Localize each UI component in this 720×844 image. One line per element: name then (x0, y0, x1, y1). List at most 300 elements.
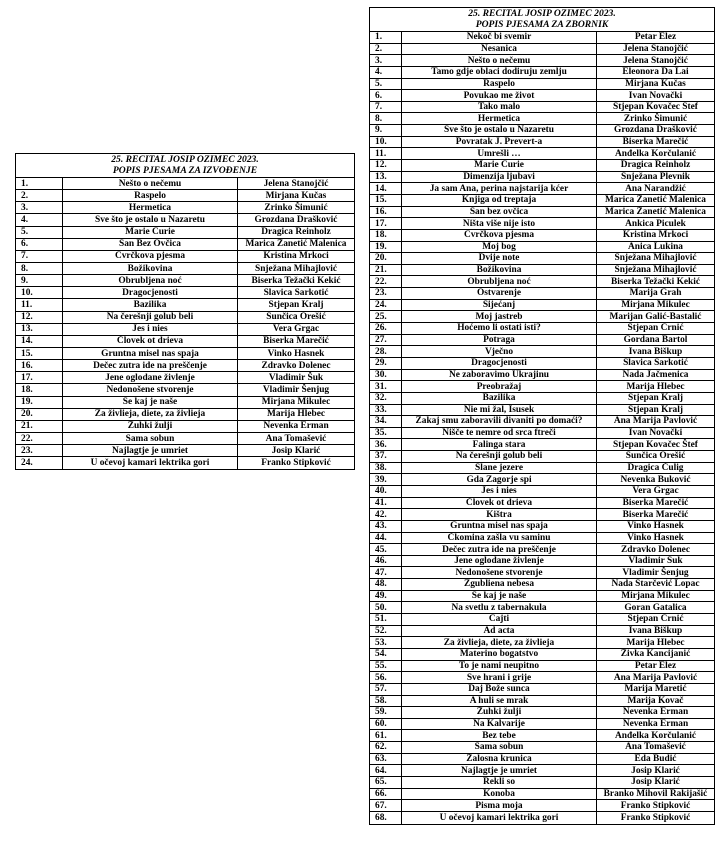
author-name: Ana Tomašević (265, 433, 327, 444)
song-title: Bez tebe (402, 730, 597, 741)
author-name: Vera Grgac (632, 486, 679, 497)
song-title: Ostvarenje (402, 288, 597, 299)
song-title: Vječno (402, 346, 597, 357)
song-title: Nedonošene stvorenje (402, 567, 597, 578)
author-name: Ana Narandžić (625, 183, 686, 194)
author-name: Nada Jačmenica (622, 369, 689, 380)
table-row (16, 202, 354, 214)
song-title: Zakaj smu zaboravili divaniti po domaći? (402, 416, 597, 427)
table-row (370, 160, 714, 172)
row-number: 10. (370, 137, 402, 148)
author-name: Dragica Reinholz (620, 160, 691, 171)
table-row (370, 195, 714, 207)
song-title: Umrešli … (402, 148, 597, 159)
song-title: Marie Curie (402, 160, 597, 171)
row-number: 10. (16, 287, 63, 298)
song-title: Cvrčkova pjesma (63, 251, 238, 262)
table-row (16, 324, 354, 336)
table-row (370, 335, 714, 347)
author-name: Mirjana Mikulec (621, 300, 690, 311)
song-title: Potraga (402, 335, 597, 346)
row-number: 9. (370, 125, 402, 136)
row-number: 45. (370, 544, 402, 555)
row-number: 49. (370, 591, 402, 602)
row-number: 56. (370, 672, 402, 683)
song-title: Moj bog (402, 242, 597, 253)
table-row (370, 544, 714, 556)
row-number: 2. (16, 190, 63, 201)
table-row (370, 486, 714, 498)
song-title: Hoćemo li ostati isti? (402, 323, 597, 334)
row-number: 17. (16, 372, 63, 383)
author-name: Ankica Piculek (625, 218, 686, 229)
author-name: Franko Stipković (620, 800, 691, 811)
song-title: Žuhki žulji (402, 707, 597, 718)
table-row (16, 287, 354, 299)
row-number: 32. (370, 393, 402, 404)
song-title: Sve što je ostalo u Nazaretu (63, 214, 238, 225)
row-number: 3. (16, 202, 63, 213)
author-name: Vladimir Šuk (628, 556, 683, 567)
song-title: Konoba (402, 789, 597, 800)
table-row (16, 299, 354, 311)
row-number: 11. (16, 299, 63, 310)
table-row (16, 384, 354, 396)
song-title: Za živlieja, diete, za živlieja (63, 409, 238, 420)
author-name: Nevenka Buković (620, 474, 691, 485)
song-title: Povratak J. Prevert-a (402, 137, 597, 148)
song-title: Čkomina zašla vu saminu (402, 533, 597, 544)
row-number: 34. (370, 416, 402, 427)
table-title-line1: 25. RECITAL JOSIP OZIMEC 2023. (111, 154, 259, 165)
table-row (370, 672, 714, 684)
author-name: Snježana Mihajlović (614, 253, 697, 264)
row-number: 25. (370, 311, 402, 322)
author-name: Anica Lukina (628, 241, 683, 252)
author-name: Nevenka Erman (622, 719, 689, 730)
table-row (370, 474, 714, 486)
table-row (370, 777, 714, 789)
song-title: Tamo gdje oblaci dodiruju zemlju (402, 67, 597, 78)
song-title: Jene oglodane živlenje (63, 372, 238, 383)
song-title: Marie Curie (63, 227, 238, 238)
row-number: 15. (370, 195, 402, 206)
song-title: Jes i nies (63, 324, 238, 335)
author-name: Stjepan Kovačec Štef (613, 439, 698, 450)
song-title: Človek ot drieva (402, 498, 597, 509)
table-row (370, 498, 714, 510)
author-name: Marica Žanetić Malenica (604, 206, 706, 217)
row-number: 20. (370, 253, 402, 264)
author-name: Biserka Marečić (263, 336, 329, 347)
author-name: Anđelka Korčulanić (615, 730, 696, 741)
author-name: Zdravko Dolenec (261, 360, 331, 371)
table-row (370, 32, 714, 44)
table-row (370, 102, 714, 114)
song-title: Sve što je ostalo u Nazaretu (402, 125, 597, 136)
row-number: 66. (370, 789, 402, 800)
author-name: Ivana Biškup (628, 625, 683, 636)
author-name: Marijan Galić-Bastalić (609, 311, 702, 322)
table-row (370, 765, 714, 777)
table-row (16, 190, 354, 202)
author-name: Eda Budić (634, 754, 677, 765)
row-number: 38. (370, 463, 402, 474)
author-name: Josip Klarić (271, 445, 321, 456)
table-title-line2: POPIS PJESAMA ZA IZVOĐENJE (112, 164, 258, 176)
song-title: Sama sobun (402, 742, 597, 753)
row-number: 7. (370, 102, 402, 113)
row-number: 59. (370, 707, 402, 718)
row-number: 8. (16, 263, 63, 274)
song-title: Obrubljena noć (63, 275, 238, 286)
table-row (370, 218, 714, 230)
table-row (16, 214, 354, 226)
author-name: Slavica Sarkotić (623, 358, 688, 369)
author-name: Biserka Težački Kekić (610, 276, 701, 287)
row-number: 19. (370, 242, 402, 253)
song-title: Na čerešnji golub beli (402, 451, 597, 462)
table-row (370, 637, 714, 649)
table-title-line2: POPIS PJESAMA ZA ZBORNIK (475, 18, 609, 30)
table-row (370, 311, 714, 323)
author-name: Branko Mihovil Rakijašić (603, 788, 708, 799)
table-row (370, 509, 714, 521)
row-number: 8. (370, 113, 402, 124)
song-title: Dragocjenosti (402, 358, 597, 369)
table-row (16, 336, 354, 348)
song-title: Hermetica (63, 202, 238, 213)
author-name: Marija Kovač (627, 695, 684, 706)
author-name: Ivan Novački (628, 428, 683, 439)
row-number: 13. (16, 324, 63, 335)
author-name: Snježana Plevnik (620, 172, 691, 182)
table-row (16, 239, 354, 251)
table-row (370, 614, 714, 626)
song-title: Dragocjenosti (63, 287, 238, 298)
table-row (16, 457, 354, 469)
table-body (370, 32, 714, 824)
author-name: Marija Hlebec (626, 381, 685, 392)
song-title: Cajti (402, 614, 597, 625)
song-title: Rekli so (402, 777, 597, 788)
row-number: 68. (370, 812, 402, 824)
row-number: 9. (16, 275, 63, 286)
song-title: Zgubliena nebesa (402, 579, 597, 590)
row-number: 13. (370, 172, 402, 183)
song-title: Gda Zagorje spi (402, 474, 597, 485)
author-name: Mirjana Kučas (265, 190, 327, 201)
author-name: Biserka Marečić (622, 509, 689, 520)
author-name: Zrinko Šimunić (623, 113, 688, 124)
song-title: Na čerešnji golub beli (63, 312, 238, 323)
table-row (370, 661, 714, 673)
author-name: Kristina Mrkoci (263, 251, 329, 262)
song-title: Materino bogatstvo (402, 649, 597, 660)
row-number: 11. (370, 148, 402, 159)
table-row (370, 533, 714, 545)
author-name: Petar Elez (634, 660, 677, 671)
song-title: Povukao me život (402, 90, 597, 101)
table-row (370, 789, 714, 801)
song-title: Pisma moja (402, 800, 597, 811)
table-row (370, 300, 714, 312)
row-number: 22. (16, 433, 63, 444)
song-title: Ad acta (402, 626, 597, 637)
song-title: Bazilika (402, 393, 597, 404)
row-number: 19. (16, 397, 63, 408)
song-title: Nedonošene stvorenje (63, 384, 238, 395)
table-row (370, 707, 714, 719)
author-name: Mirjana Kučas (625, 78, 686, 89)
row-number: 40. (370, 486, 402, 497)
song-title: Hermetica (402, 113, 597, 124)
song-title: Najlagtje je umriet (63, 445, 238, 456)
table-row (370, 55, 714, 67)
song-title: Najlagtje je umriet (402, 765, 597, 776)
table-row (16, 433, 354, 445)
row-number: 64. (370, 765, 402, 776)
song-title: Dimenzija ljubavi (402, 172, 597, 183)
table-row (370, 521, 714, 533)
song-title: Se kaj je naše (63, 397, 238, 408)
song-title: Raspelo (63, 190, 238, 201)
table-row (16, 263, 354, 275)
row-number: 41. (370, 498, 402, 509)
song-title: U očevoj kamari lektrika gori (63, 457, 238, 469)
row-number: 60. (370, 719, 402, 730)
row-number: 6. (16, 239, 63, 250)
song-title: Niščе te nemre od srca ftrеči (402, 428, 597, 439)
song-title: To je nami neupitno (402, 661, 597, 672)
author-name: Stjepan Kralj (268, 299, 324, 310)
table-row (370, 405, 714, 417)
song-title: Nešto o nečemu (63, 178, 238, 189)
song-title: Cvrčkova pjesma (402, 230, 597, 241)
author-name: Biserka Težački Kekić (251, 275, 341, 286)
row-number: 54. (370, 649, 402, 660)
song-title: Se kaj je naše (402, 591, 597, 602)
table-row (370, 649, 714, 661)
row-number: 30. (370, 370, 402, 381)
author-name: Vera Grgac (272, 324, 320, 335)
row-number: 28. (370, 346, 402, 357)
author-name: Jelena Stanojčić (623, 55, 688, 66)
row-number: 1. (370, 32, 402, 43)
row-number: 61. (370, 730, 402, 741)
table-row (16, 251, 354, 263)
row-number: 27. (370, 335, 402, 346)
author-name: Ivan Novački (628, 90, 683, 101)
author-name: Ana Marija Pavlović (613, 416, 698, 427)
table-row (370, 684, 714, 696)
song-title: U očevoj kamari lektrika gori (402, 812, 597, 824)
song-title: Jes i nies (402, 486, 597, 497)
table-row (16, 312, 354, 324)
table-row (370, 207, 714, 219)
author-name: Marica Žanetić Malenica (245, 239, 347, 250)
song-title: Sve hrani i grije (402, 672, 597, 683)
row-number: 29. (370, 358, 402, 369)
author-name: Biserka Marečić (622, 497, 689, 508)
table-row (370, 393, 714, 405)
song-title: Ja sam Ana, perina najstarija kćer (402, 183, 597, 194)
row-number: 14. (370, 183, 402, 194)
row-number: 50. (370, 602, 402, 613)
song-title: Ništa više nije isto (402, 218, 597, 229)
song-title: Raspelo (402, 79, 597, 90)
table-row (370, 742, 714, 754)
song-title: Človek ot drieva (63, 336, 238, 347)
table-row (370, 579, 714, 591)
row-number: 14. (16, 336, 63, 347)
table-row (370, 44, 714, 56)
song-title: Gruntna misel nas spaja (402, 521, 597, 532)
table-row (370, 90, 714, 102)
row-number: 20. (16, 409, 63, 420)
author-name: Grozdana Drašković (614, 125, 697, 136)
row-number: 52. (370, 626, 402, 637)
author-name: Stjepan Kralj (628, 393, 683, 404)
author-name: Vladimir Šuk (268, 372, 324, 383)
row-number: 63. (370, 754, 402, 765)
table-row (16, 409, 354, 421)
author-name: Dragica Reinholz (261, 227, 331, 238)
row-number: 37. (370, 451, 402, 462)
table-row (370, 79, 714, 91)
table-row (16, 421, 354, 433)
row-number: 67. (370, 800, 402, 811)
row-number: 58. (370, 696, 402, 707)
row-number: 33. (370, 405, 402, 416)
row-number: 2. (370, 44, 402, 55)
table-row (370, 230, 714, 242)
table-row (370, 137, 714, 149)
author-name: Vladimir Šenjug (622, 567, 689, 578)
row-number: 44. (370, 533, 402, 544)
table-row (370, 416, 714, 428)
author-name: Stjepan Kralj (628, 404, 683, 415)
author-name: Josip Klarić (631, 777, 680, 788)
row-number: 4. (370, 67, 402, 78)
row-number: 55. (370, 661, 402, 672)
author-name: Slavica Sarkotić (263, 287, 329, 298)
author-name: Franko Stipković (261, 458, 331, 469)
author-name: Grozdana Drašković (254, 214, 338, 225)
table-row (370, 463, 714, 475)
author-name: Marica Žanetić Malenica (604, 195, 706, 206)
table-body (16, 178, 354, 469)
table-row (370, 148, 714, 160)
author-name: Vinko Hasnek (267, 348, 325, 359)
author-name: Marija Maretić (624, 684, 687, 695)
author-name: Marija Hlebec (266, 409, 326, 420)
author-name: Nevenka Erman (622, 707, 689, 718)
table-row (370, 172, 714, 184)
author-name: Kristina Mrkoci (622, 230, 689, 241)
table-row (16, 178, 354, 190)
row-number: 18. (370, 230, 402, 241)
table-row (370, 591, 714, 603)
song-title: Slane jezere (402, 463, 597, 474)
table-row (370, 439, 714, 451)
row-number: 5. (16, 227, 63, 238)
song-title: Obrubljena noć (402, 276, 597, 287)
author-name: Ana Tomašević (625, 742, 686, 753)
table-row (16, 227, 354, 239)
table-row (370, 800, 714, 812)
author-name: Franko Stipković (620, 812, 691, 823)
song-title: Moj jastreb (402, 311, 597, 322)
row-number: 3. (370, 55, 402, 66)
author-name: Goran Gatalica (624, 602, 687, 613)
table-row (16, 348, 354, 360)
author-name: Stjepan Kovačec Štef (613, 102, 698, 113)
table-row (370, 265, 714, 277)
author-name: Stjepan Crnić (627, 323, 684, 334)
song-title: Nie mi žal, Isusek (402, 405, 597, 416)
author-name: Stjepan Crnić (627, 614, 684, 625)
song-title: Dečec zutra ide na preščenje (402, 544, 597, 555)
author-name: Ana Marija Pavlović (613, 672, 698, 683)
table-row (16, 372, 354, 384)
row-number: 12. (370, 160, 402, 171)
row-number: 24. (16, 457, 63, 469)
author-name: Sunčica Orešić (266, 312, 326, 323)
author-name: Živka Kancijanić (620, 649, 691, 660)
author-name: Snježana Mihajlović (254, 263, 338, 274)
row-number: 23. (16, 445, 63, 456)
author-name: Biserka Marečić (622, 137, 689, 148)
author-name: Gordana Bartol (623, 334, 688, 345)
table-row (370, 451, 714, 463)
row-number: 46. (370, 556, 402, 567)
song-title: Gruntna misel nas spaja (63, 348, 238, 359)
table-row (370, 183, 714, 195)
table-row (370, 719, 714, 731)
author-name: Mirjana Mikulec (621, 591, 690, 602)
author-name: Eleonora Da Lai (622, 67, 689, 78)
author-name: Anđelka Korčulanić (615, 148, 696, 159)
song-title: Božikovina (63, 263, 238, 274)
song-title: Knjiga od treptaja (402, 195, 597, 206)
row-number: 22. (370, 276, 402, 287)
song-title: Kištra (402, 509, 597, 520)
author-name: Dragica Čulig (627, 463, 684, 474)
row-number: 12. (16, 312, 63, 323)
table-row (370, 125, 714, 137)
table-row (370, 730, 714, 742)
row-number: 48. (370, 579, 402, 590)
table-title (370, 8, 714, 32)
table-row (16, 275, 354, 287)
row-number: 57. (370, 684, 402, 695)
row-number: 23. (370, 288, 402, 299)
table-row (370, 113, 714, 125)
author-name: Petar Elez (634, 32, 677, 43)
table-row (370, 696, 714, 708)
row-number: 35. (370, 428, 402, 439)
song-title: Nekoč bi svemir (402, 32, 597, 43)
author-name: Jelena Stanojčić (263, 178, 329, 189)
table-row (370, 381, 714, 393)
song-title: Preobražaj (402, 381, 597, 392)
row-number: 6. (370, 90, 402, 101)
row-number: 1. (16, 178, 63, 189)
table-row (370, 323, 714, 335)
author-name: Ivana Biškup (628, 346, 683, 357)
song-title: Dvije note (402, 253, 597, 264)
